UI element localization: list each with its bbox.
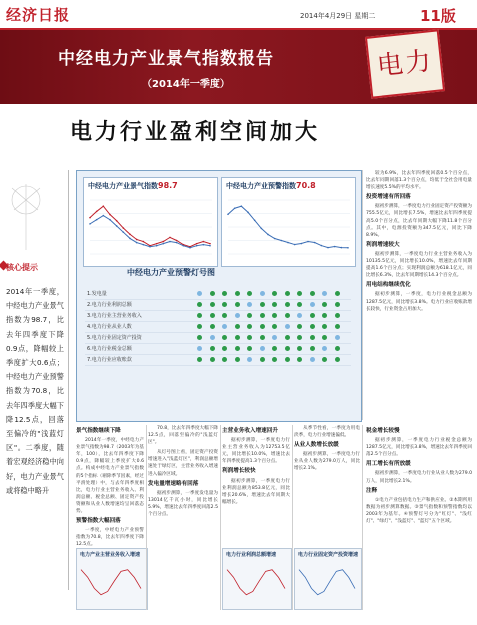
banner-subtitle: （2014年一季度） [142,79,230,90]
lamp-dot [272,291,277,296]
data-point [334,246,336,248]
lamp-dot [222,357,227,362]
lamp-dot [322,302,327,307]
mini-chart-title: 电力产业主营业务收入增速 [80,552,141,558]
lamp-dot [222,313,227,318]
data-point [203,241,205,243]
date-line: 2014年4月29日 星期二 [300,12,376,20]
column-divider [362,425,363,610]
data-point [143,241,145,243]
data-point [287,242,289,244]
lamp-indicator-name: 4.电力行业从业人数 [87,324,132,330]
lamp-dot [247,335,252,340]
lamp-dot [260,302,265,307]
lamp-row [85,322,351,333]
headline: 电力行业盈利空间加大 [70,120,321,145]
data-point [116,220,118,222]
lamp-dot [222,324,227,329]
data-point [96,219,98,221]
masthead: 经济日报 [6,6,71,24]
paragraph: 据初步测算，一季度发电量为13014亿千瓦小时，同比增长5.9%，增速比去年四季度回落2.5个百分点。 [148,490,218,518]
lamp-dot [297,291,302,296]
section-heading: 主营业务收入增速回升 [222,428,278,434]
lamp-indicator-name: 1.发电量 [87,291,107,297]
lamp-dot [210,313,215,318]
lamp-dot [335,291,340,296]
lamp-dot [285,313,290,318]
lamp-dot [235,324,240,329]
sidebar-divider [68,170,69,590]
section-heading: 注释 [366,487,378,494]
prosperity-index-chart [83,177,218,267]
data-point [281,240,283,242]
section-heading: 利润增长较快 [222,468,256,475]
mini-chart-investment [294,548,362,610]
section-heading: 用工增长有所放缓 [366,461,411,468]
lamp-dot [260,291,265,296]
lamp-dot [197,335,202,340]
lamp-dot [260,346,265,351]
paragraph: 据初步测算，一季度电力行业利润总额为853.8亿元，同比增长20.6%，增速比去年同期大幅增长。 [222,478,290,505]
lamp-dot [210,302,215,307]
data-point [241,205,243,207]
data-point [189,247,191,249]
lamp-dot [197,291,202,296]
data-point [96,211,98,213]
lamp-dot [335,302,340,307]
lamp-dot [310,346,315,351]
section-heading: 利润增速较大 [366,241,400,248]
article-column-4 [294,425,360,476]
data-point [274,238,276,240]
lamp-dot [222,291,227,296]
lamp-dot [322,335,327,340]
lamp-dot [222,335,227,340]
prosperity-line-plot [86,196,214,262]
warning-chart-title: 中经电力产业预警指数70.8 [226,181,316,190]
lamp-dot [197,313,202,318]
paragraph: 据初步测算，一季度电力行业税金总额为1287.5亿元，同比增长3.8%，增速比去年四季度回落2.5个百分点。 [366,438,472,458]
article-column-right-top [366,170,472,316]
lamp-dot [272,346,277,351]
key-points-label: 核心提示 [6,263,38,272]
lamp-header-row [85,279,351,289]
lamp-dot [335,346,340,351]
lamp-dot [260,357,265,362]
lamp-dot [235,357,240,362]
lamp-dot [285,291,290,296]
page-number: 11版 [420,7,456,25]
lamp-dot [210,346,215,351]
section-heading: 预警指数大幅回落 [76,518,121,525]
lamp-dot [235,335,240,340]
lamp-dot [272,335,277,340]
lamp-dot [197,324,202,329]
lamp-dot [285,302,290,307]
mini-chart-profit [222,548,292,610]
data-point [254,220,256,222]
lamp-dot [297,357,302,362]
lamp-dot [285,324,290,329]
data-point [341,247,343,249]
paragraph: 据初步测算，一季度电力行业固定资产投资额为755.5亿元，同比增长7.5%，增速比去年四季度提高5.0个百分点，比去年同期大幅下降11.8个百分点。其中，电源投资额为347.5亿元，同比下降8.9%。 [366,204,472,238]
data-point [89,217,91,219]
data-point [156,245,158,247]
lamp-dot [335,324,340,329]
lamp-dot [310,291,315,296]
lamp-dot [235,313,240,318]
lamp-dot [260,313,265,318]
section-heading: 发电量增速略有回落 [148,480,199,487]
data-point [116,225,118,227]
data-point [321,245,323,247]
lamp-dot [272,302,277,307]
lamp-dot [197,302,202,307]
lamp-dot [310,302,315,307]
column-divider [362,170,363,420]
lamp-row [85,333,351,344]
data-point [176,240,178,242]
paragraph: 70.8，比去年四季度大幅下降12.5点，回落至偏冷的"浅蓝灯区"。 [148,426,218,446]
paragraph: 据初步测算，一季度，电力行业税金总额为1287.5亿元，同比增长3.8%。电力行业应收账款增长较快，行业资金占用加大。 [366,292,472,312]
lamp-dot [247,324,252,329]
data-point [136,242,138,244]
column-divider [146,425,147,610]
lamp-dot [335,313,340,318]
data-point [169,237,171,239]
paragraph: 从灯号图上看，固定资产投资增速进入"浅蓝灯区"，利润总额增速处于绿灯区，主营业务收入增速进入偏冷区域。 [148,450,218,477]
article-column-3 [222,425,290,509]
data-point [209,245,211,247]
data-point [156,243,158,245]
column-divider [220,425,221,610]
lamp-dot [285,335,290,340]
lamp-dot [310,357,315,362]
lamp-dot [260,335,265,340]
data-point [103,205,105,207]
lamp-dot [285,357,290,362]
data-point [136,239,138,241]
section-heading: 景气指数继续下降 [76,428,121,434]
data-point [294,244,296,246]
lamp-dot [210,291,215,296]
lamp-indicator-name: 6.电力行业税金总额 [87,346,132,352]
data-point [196,243,198,245]
warning-lamp-table [85,279,351,366]
lamp-indicator-name: 5.电力行业固定资产投资 [87,335,142,341]
data-point [307,241,309,243]
lamp-dot [322,291,327,296]
mini-line-plot [225,559,287,605]
data-point [89,223,91,225]
data-point [327,247,329,249]
lamp-dot [272,313,277,318]
dandelion-ornament-icon [4,172,59,252]
lamp-dot [297,335,302,340]
data-point [163,241,165,243]
lamp-dot [222,302,227,307]
lamp-dot [335,357,340,362]
mini-chart-revenue [76,548,148,610]
page-header [0,0,477,28]
paragraph: 据初步测算，一季度电力行业从业人数为279.0万人，同比增长2.1%。 [294,452,360,472]
mini-chart-title: 电力行业固定资产投资增速 [298,552,359,558]
lamp-dot [285,346,290,351]
paragraph: 较为6.9%，比去年四季度回落0.5个百分点，比去年同期回落1.3个百分点，均低于全社会用电量增长速度5.5%的平均水平。 [366,171,472,191]
data-point [176,242,178,244]
lamp-dot [247,346,252,351]
lamp-dot [210,357,215,362]
mini-line-plot [79,559,143,605]
lamp-dot [247,291,252,296]
lamp-dot [297,302,302,307]
lamp-row [85,289,351,300]
lamp-indicator-name: 7.电力行业应收账款 [87,357,132,363]
lamp-dot [247,313,252,318]
paragraph: 据初步测算，一季度电力行业从业人数为279.0万人，同比增长2.1%。 [366,471,472,484]
lamp-dot [197,357,202,362]
lamp-dot [335,335,340,340]
paragraph: 据初步测算，一季度电力行业主营业务收入为10135.5亿元，同比增长10.0%，增速比去年同期提高1.6个百分点；实现利润总额为618.1亿元，同比增长6.3%，比去年同期增长14.3个百分点。 [366,251,472,279]
data-point [347,247,349,249]
section-heading: 投资增速有所回落 [366,194,411,201]
data-point [129,238,131,240]
lamp-dot [235,346,240,351]
lamp-dot [322,313,327,318]
warning-line-plot [224,196,352,262]
data-point [103,215,105,217]
warning-lamp-title: 中经电力产业预警灯号图 [127,268,215,277]
data-point [314,242,316,244]
data-point [234,207,236,209]
data-point [196,245,198,247]
lamp-dot [247,302,252,307]
lamp-dot [310,313,315,318]
lamp-dot [210,335,215,340]
mini-series-line [227,570,285,595]
lamp-dot [310,324,315,329]
data-point [123,231,125,233]
mini-series-line [81,570,141,595]
paragraph: 2014年一季度，中经电力产业景气指数为98.7（2003年为基年，100），比去年四季度下降0.9点，降幅较上季度扩大0.6点。构成中经电力产业景气指数的5个指标（剔除季节因素，经过平滑处理）中，与去年四季度相比，电力行业主营业务收入、利润总额、税金总额、固定资产投资额和从业人数增速均呈回落态势。 [76,438,144,515]
lamp-row [85,300,351,311]
data-point [227,213,229,215]
lamp-dot [235,302,240,307]
lamp-dot [235,291,240,296]
data-point [247,211,249,213]
data-point [261,228,263,230]
data-point [149,246,151,248]
paragraph: ①电力产业包括电力生产和供应业。②本期所用数据为初步测算数据。③景气指数和预警指数均以2003年为基年。④预警灯号分为"红灯"、"浅红灯"、"绿灯"、"浅蓝灯"、"蓝灯"五个区域。 [366,497,472,525]
data-point [109,214,111,216]
article-column-right-bottom [366,425,472,528]
lamp-dot [272,324,277,329]
data-point [209,243,211,245]
lamp-dot [247,357,252,362]
mini-chart-title: 电力行业利润总额增速 [226,552,277,558]
electricity-logo [365,29,445,98]
lamp-indicator-name: 3.电力行业主营业务收入 [87,313,142,319]
data-point [183,245,185,247]
lamp-dot [322,324,327,329]
section-heading: 税金增长较慢 [366,428,400,434]
lamp-dot [197,346,202,351]
index-charts-panel [76,170,362,422]
section-heading: 从业人数增长放缓 [294,442,339,449]
logo-text: 电力 [375,46,435,82]
paragraph: 一季度，中经电力产业预警指数为70.8，比去年四季度下降12.5点。 [76,528,144,548]
lamp-dot [297,313,302,318]
lamp-row [85,355,351,366]
data-point [129,233,131,235]
data-point [267,234,269,236]
lamp-dot [322,357,327,362]
article-column-1 [76,425,144,552]
data-point [163,243,165,245]
paragraph: 据初步测算，一季度电力行业主营业务收入为12753.5亿元，同比增长10.0%，增速比去年四季度提高1.3个百分点。 [222,438,290,465]
lamp-dot [222,346,227,351]
lamp-dot [310,335,315,340]
series-line [90,216,210,248]
lamp-row [85,344,351,355]
article-column-2 [148,425,218,521]
data-point [123,227,125,229]
data-point [301,243,303,245]
key-points-text: 2014年一季度，中经电力产业景气指数为98.7，比去年四季度下降0.9点，降幅较上季度扩大0.6点；中经电力产业预警指数为70.8，比去年四季度大幅下降12.5点，回落至偏冷的"浅蓝灯区"。二季度，随着宏观经济稳中向好，电力产业景气或将稳中略升 [6,287,64,495]
lamp-dot [322,346,327,351]
lamp-dot [297,346,302,351]
prosperity-chart-title: 中经电力产业景气指数98.7 [88,181,178,190]
paragraph: 从季节性看，一季度为用电淡季，电力行业增速偏低。 [294,426,360,439]
mini-line-plot [297,559,357,605]
banner-title: 中经电力产业景气指数报告 [58,49,274,69]
lamp-row [85,311,351,322]
data-point [203,244,205,246]
data-point [143,244,145,246]
mini-series-line [299,570,355,595]
section-heading: 用电结构继续优化 [366,282,411,289]
lamp-indicator-name: 2.电力行业利润总额 [87,302,132,308]
warning-index-chart [221,177,356,267]
lamp-dot [297,324,302,329]
lamp-dot [210,324,215,329]
lamp-dot [272,357,277,362]
data-point [109,219,111,221]
lamp-dot [260,324,265,329]
column-divider [292,425,293,610]
data-point [169,241,171,243]
